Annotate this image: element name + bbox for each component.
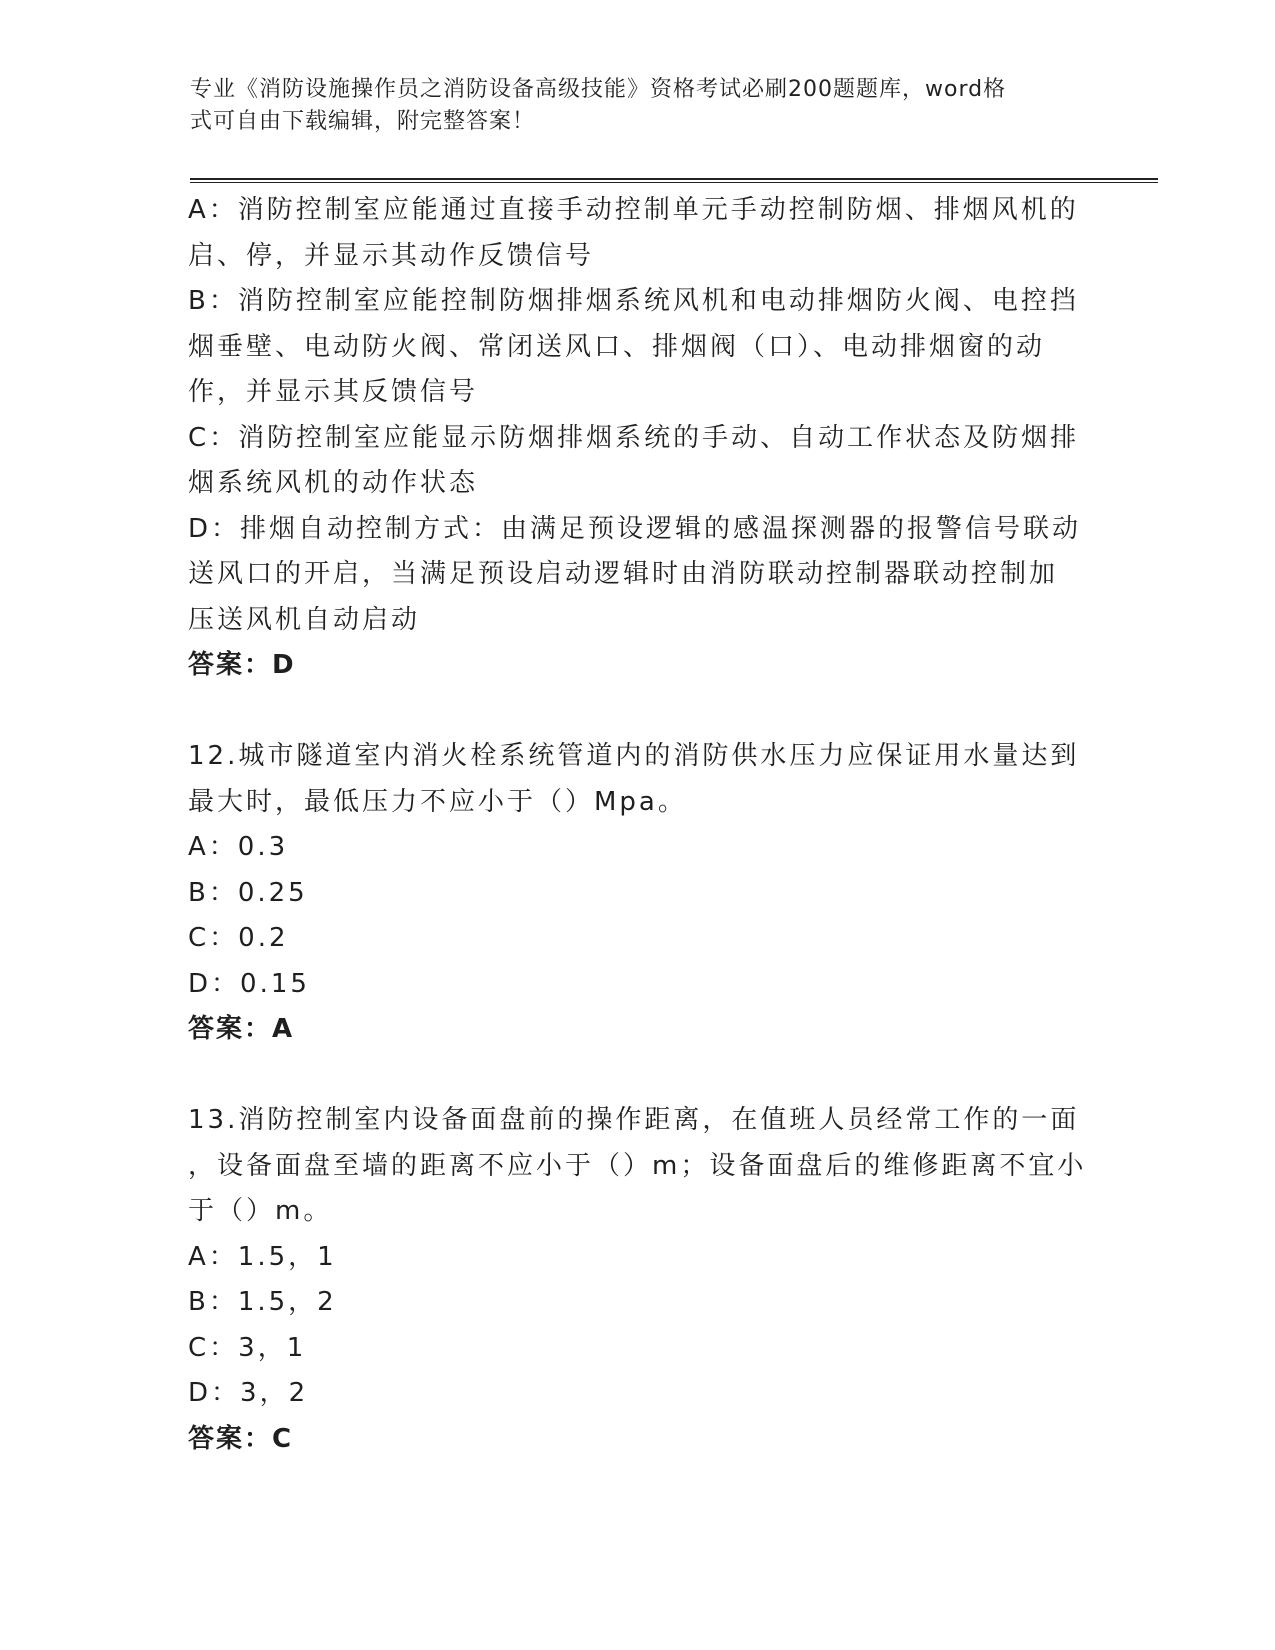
q12-answer: 答案：A <box>188 1014 295 1044</box>
q13-answer: 答案：C <box>188 1423 294 1454</box>
q12-option-c: C：0.2 <box>188 923 289 953</box>
q13-option-d: D：3，2 <box>188 1378 309 1408</box>
q13-stem-line-2: ，设备面盘至墙的距离不应小于（）m；设备面盘后的维修距离不宜小 <box>188 1150 1087 1181</box>
question-gap <box>188 1053 1088 1099</box>
q11-option-c-line-2: 烟系统风机的动作状态 <box>188 468 479 498</box>
q13-option-b: B：1.5，2 <box>188 1287 337 1317</box>
question-11-block <box>188 188 1088 689</box>
q11-option-d-line-3: 压送风机自动启动 <box>188 604 421 635</box>
q11-answer: 答案：D <box>188 650 296 680</box>
q13-stem-line-3: 于（）m。 <box>188 1196 333 1226</box>
question-content <box>188 188 1088 1462</box>
q11-option-a-line-2: 启、停，并显示其动作反馈信号 <box>188 240 595 271</box>
header-line-1: 专业《消防设施操作员之消防设备高级技能》资格考试必刷200题题库，word格 <box>190 77 1007 102</box>
q12-option-d: D：0.15 <box>188 968 310 999</box>
document-header <box>190 74 1070 138</box>
q12-stem-line-2: 最大时，最低压力不应小于（）Mpa。 <box>188 786 687 817</box>
q12-option-a: A：0.3 <box>188 832 289 862</box>
q11-option-a-line-1: A：消防控制室应能通过直接手动控制单元手动控制防烟、排烟风机的 <box>188 195 1079 225</box>
q11-option-d-line-2: 送风口的开启，当满足预设启动逻辑时由消防联动控制器联动控制加 <box>188 559 1059 589</box>
q11-option-b-line-2: 烟垂壁、电动防火阀、常闭送风口、排烟阀（口）、电动排烟窗的动 <box>188 331 1046 362</box>
q13-option-c: C：3，1 <box>188 1332 307 1363</box>
q12-option-b: B：0.25 <box>188 877 308 908</box>
header-divider <box>190 178 1158 183</box>
question-gap <box>188 689 1088 735</box>
header-line-2: 式可自由下载编辑，附完整答案！ <box>190 109 536 134</box>
q11-option-c-line-1: C：消防控制室应能显示防烟排烟系统的手动、自动工作状态及防烟排 <box>188 422 1080 453</box>
question-13-block <box>188 1098 1088 1462</box>
q12-stem-line-1: 12.城市隧道室内消火栓系统管道内的消防供水压力应保证用水量达到 <box>188 741 1080 771</box>
q13-option-a: A：1.5，1 <box>188 1241 337 1272</box>
question-12-block <box>188 734 1088 1053</box>
q11-option-d-line-1: D：排烟自动控制方式：由满足预设逻辑的感温探测器的报警信号联动 <box>188 513 1082 544</box>
q13-stem-line-1: 13.消防控制室内设备面盘前的操作距离，在值班人员经常工作的一面 <box>188 1105 1080 1135</box>
q11-option-b-line-1: B：消防控制室应能控制防烟排烟系统风机和电动排烟防火阀、电控挡 <box>188 286 1079 316</box>
q11-option-b-line-3: 作，并显示其反馈信号 <box>188 377 479 407</box>
